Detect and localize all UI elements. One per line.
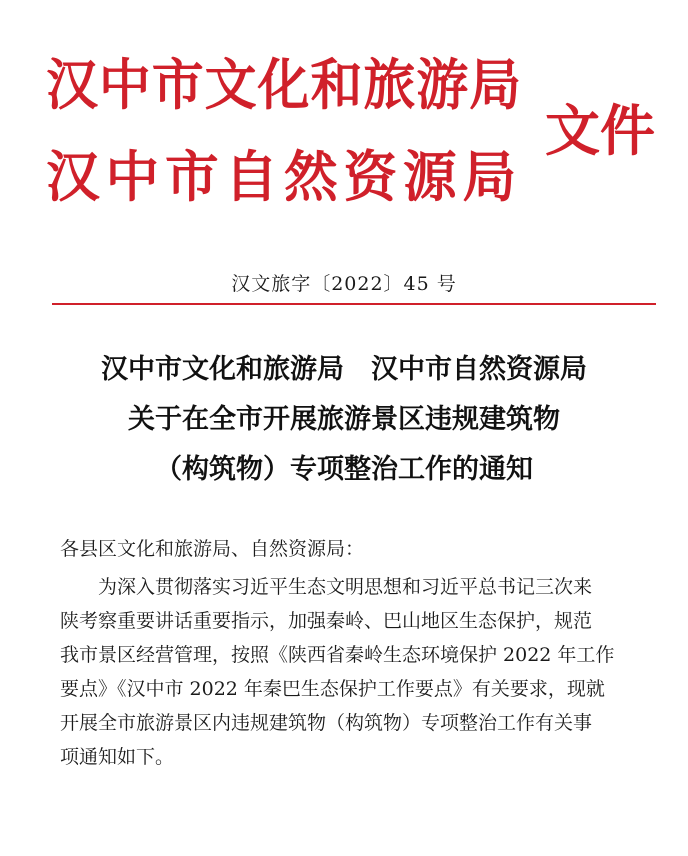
body-line: 陕考察重要讲话重要指示，加强秦岭、巴山地区生态保护，规范 [60, 610, 593, 632]
title-line-3: （构筑物）专项整治工作的通知 [155, 454, 533, 485]
body-line: 开展全市旅游景区内违规建筑物（构筑物）专项整治工作有关事 [60, 712, 593, 734]
issuer-natural-resources-bureau: 汉中市自然资源局 [46, 144, 523, 209]
body-line: 要点》《汉中市 2022 年秦巴生态保护工作要点》有关要求，现就 [60, 678, 605, 700]
title-line-1: 汉中市文化和旅游局 汉中市自然资源局 [101, 354, 587, 385]
title-line-2: 关于在全市开展旅游景区违规建筑物 [128, 404, 560, 435]
document-number: 汉文旅字〔2022〕45 号 [231, 273, 457, 295]
body-line: 我市景区经营管理，按照《陕西省秦岭生态环境保护 2022 年工作 [60, 644, 615, 666]
body-line: 为深入贯彻落实习近平生态文明思想和习近平总书记三次来 [98, 576, 593, 598]
notice-body [60, 532, 640, 774]
document-type-label: 文件 [545, 98, 656, 163]
document-header [0, 0, 688, 295]
notice-title [0, 345, 688, 495]
salutation: 各县区文化和旅游局、自然资源局： [60, 538, 365, 560]
body-line: 项通知如下。 [60, 746, 175, 768]
issuer-culture-tourism-bureau: 汉中市文化和旅游局 [46, 52, 523, 117]
red-divider-line [52, 303, 656, 305]
